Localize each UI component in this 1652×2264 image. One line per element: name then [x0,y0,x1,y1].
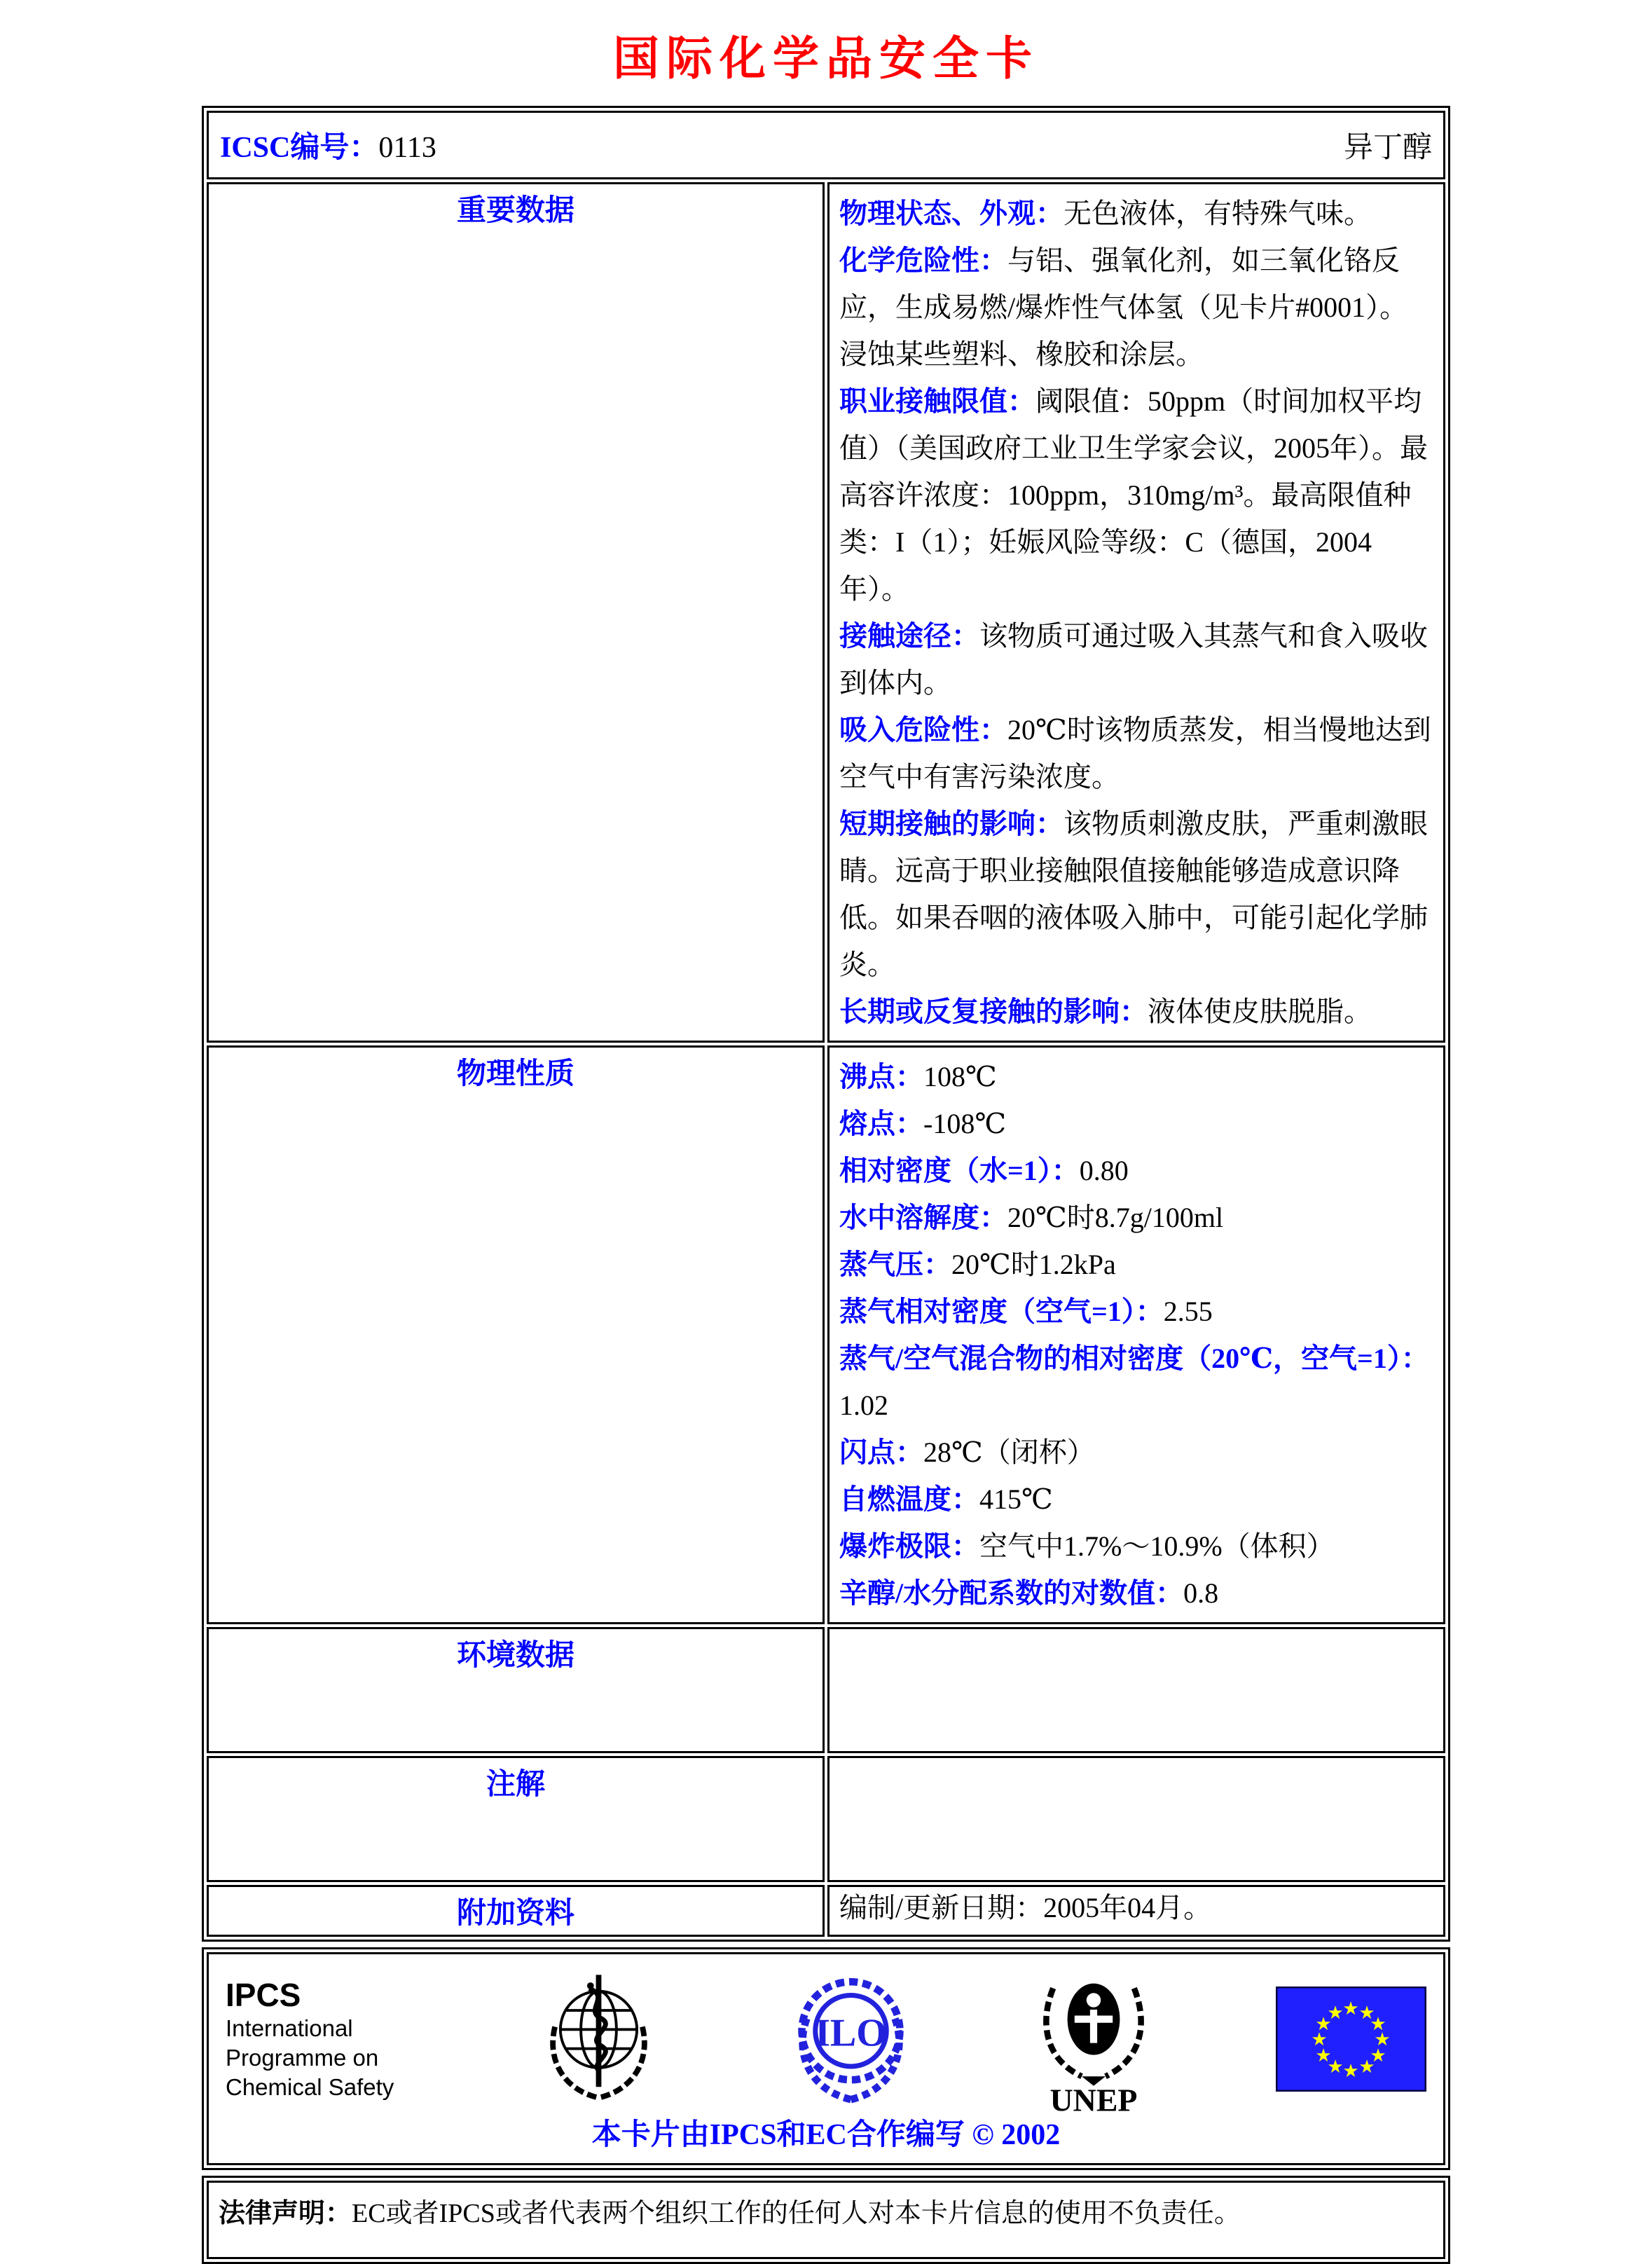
environment-data-label: 环境数据 [207,1627,825,1753]
page-title: 国际化学品安全卡 [613,34,1039,85]
svg-text:★: ★ [1311,2029,1328,2050]
additional-info-row [207,1885,1445,1937]
property-value: 20℃时8.7g/100ml [1007,1202,1224,1233]
property-item [839,1335,1433,1429]
caption-text: 本卡片由IPCS和EC合作编写 [591,2119,965,2151]
chemical-name: 异丁醇 [1343,132,1432,164]
property-item [839,1570,1433,1617]
property-label: 熔点： [839,1108,923,1139]
ipcs-title: IPCS [226,1977,301,2013]
ipcs-line3: Chemical Safety [226,2074,394,2100]
property-item [839,1429,1433,1476]
property-label: 蒸气/空气混合物的相对密度（20℃，空气=1）： [839,1343,1429,1374]
property-value: 108℃ [923,1061,997,1092]
icsc-card [202,106,1450,2264]
unep-wordmark: UNEP [1049,2082,1138,2115]
data-item [839,988,1433,1035]
who-logo [530,1969,667,2109]
property-label: 爆炸极限： [839,1530,979,1562]
important-data-row [207,182,1445,1043]
notes-label: 注解 [207,1756,825,1882]
icsc-number-label: ICSC编号： [220,132,379,164]
field-label: 接触途径： [839,620,979,652]
svg-text:★: ★ [1342,2061,1359,2082]
cooperation-caption [226,2115,1426,2155]
copyright: © 2002 [972,2119,1061,2151]
ilo-logo [790,1971,912,2108]
icsc-number-value: 0113 [378,132,436,164]
svg-text:★: ★ [1370,2045,1386,2066]
ipcs-text-block [226,1976,408,2102]
logos-row [226,1965,1426,2113]
physical-properties-label: 物理性质 [207,1045,825,1624]
property-label: 蒸气相对密度（空气=1）： [839,1296,1164,1327]
field-value: 液体使皮肤脱脂。 [1148,996,1372,1027]
field-label: 吸入危险性： [839,714,1007,746]
physical-properties-row [207,1045,1445,1624]
ipcs-line1: International [226,2015,353,2041]
property-value: 28℃（闭杯） [923,1436,1095,1468]
property-value: 415℃ [979,1483,1053,1515]
field-label: 职业接触限值： [839,385,1035,417]
svg-text:★: ★ [1342,1998,1359,2019]
field-value: 无色液体，有特殊气味。 [1064,198,1372,229]
legal-cell [207,2181,1445,2259]
data-item [839,378,1433,612]
additional-info-content: 编制/更新日期：2005年04月。 [827,1885,1445,1937]
data-item [839,190,1433,237]
svg-text:★: ★ [1370,2014,1386,2035]
field-label: 长期或反复接触的影响： [839,996,1148,1027]
property-value: 0.80 [1079,1155,1129,1186]
data-item [839,800,1433,988]
ilo-emblem-icon [790,1971,912,2108]
data-item [839,612,1433,706]
property-value: 2.55 [1163,1296,1213,1327]
property-value: 空气中1.7%～10.9%（体积） [979,1530,1335,1562]
property-label: 沸点： [839,1061,923,1092]
svg-text:★: ★ [1327,2057,1344,2078]
property-item [839,1523,1433,1570]
svg-text:★: ★ [1358,2003,1375,2024]
main-table [202,106,1450,1942]
header-cell [207,111,1445,179]
property-label: 辛醇/水分配系数的对数值： [839,1577,1184,1609]
additional-info-label: 附加资料 [207,1885,825,1937]
property-value: 1.02 [839,1390,888,1421]
svg-text:★: ★ [1327,2003,1344,2024]
physical-properties-content [827,1045,1445,1624]
icsc-number-group [220,124,436,166]
field-value: 20℃时该物质蒸发，相当慢地达到空气中有害污染浓度。 [839,714,1431,793]
eu-flag-icon [1276,1987,1426,2092]
field-value: 阈限值：50ppm（时间加权平均值）（美国政府工业卫生学家会议，2005年）。最高容许浓度：100ppm，310mg/m³。最高限值种类：I（1）；妊娠风险等级：C（德国，2004年）。 [839,385,1428,605]
data-item [839,237,1433,378]
svg-text:★: ★ [1315,2045,1332,2066]
environment-data-row [207,1627,1445,1753]
property-item [839,1147,1433,1194]
property-label: 水中溶解度： [839,1202,1007,1233]
physical-properties-list [839,1053,1433,1617]
environment-data-content [827,1627,1445,1753]
property-label: 蒸气压： [839,1249,951,1280]
who-emblem-icon [530,1969,667,2109]
field-value: 该物质可通过吸入其蒸气和食入吸收到体内。 [839,620,1428,699]
important-data-content [827,182,1445,1043]
unep-logo [1034,1964,1153,2115]
property-item [839,1288,1433,1335]
property-item [839,1053,1433,1100]
field-label: 短期接触的影响： [839,808,1064,839]
svg-text:★: ★ [1374,2029,1391,2050]
important-data-list [839,190,1433,1035]
eu-flag [1276,1987,1426,2092]
svg-text:ILO: ILO [814,2010,887,2054]
property-item [839,1100,1433,1147]
property-value: 20℃时1.2kPa [951,1249,1116,1280]
svg-text:★: ★ [1358,2057,1375,2078]
logos-table [202,1947,1450,2170]
data-item [839,706,1433,800]
unep-emblem-icon [1034,1964,1153,2115]
field-label: 物理状态、外观： [839,198,1064,229]
field-label: 化学危险性： [839,245,1007,276]
logos-cell [207,1952,1445,2165]
important-data-label: 重要数据 [207,182,825,1043]
field-value: 该物质刺激皮肤，严重刺激眼睛。远高于职业接触限值接触能够造成意识降低。如果吞咽的液体吸入肺中，可能引起化学肺炎。 [839,808,1428,980]
header-row [207,111,1445,179]
property-item [839,1241,1433,1288]
property-value: -108℃ [923,1108,1007,1139]
notes-content [827,1756,1445,1882]
property-label: 闪点： [839,1436,923,1468]
property-label: 自燃温度： [839,1483,979,1515]
property-label: 相对密度（水=1）： [839,1155,1080,1186]
notes-row [207,1756,1445,1882]
field-value: 与铝、强氧化剂，如三氧化铬反应，生成易燃/爆炸性气体氢（见卡片#0001）。浸蚀某些塑料、橡胶和涂层。 [839,245,1408,370]
legal-table [202,2176,1450,2264]
legal-text: EC或者IPCS或者代表两个组织工作的任何人对本卡片信息的使用不负责任。 [352,2199,1241,2228]
property-item [839,1194,1433,1241]
legal-label: 法律声明： [219,2199,352,2228]
property-value: 0.8 [1183,1577,1219,1609]
ipcs-line2: Programme on [226,2045,379,2071]
svg-text:★: ★ [1315,2014,1332,2035]
property-item [839,1476,1433,1523]
